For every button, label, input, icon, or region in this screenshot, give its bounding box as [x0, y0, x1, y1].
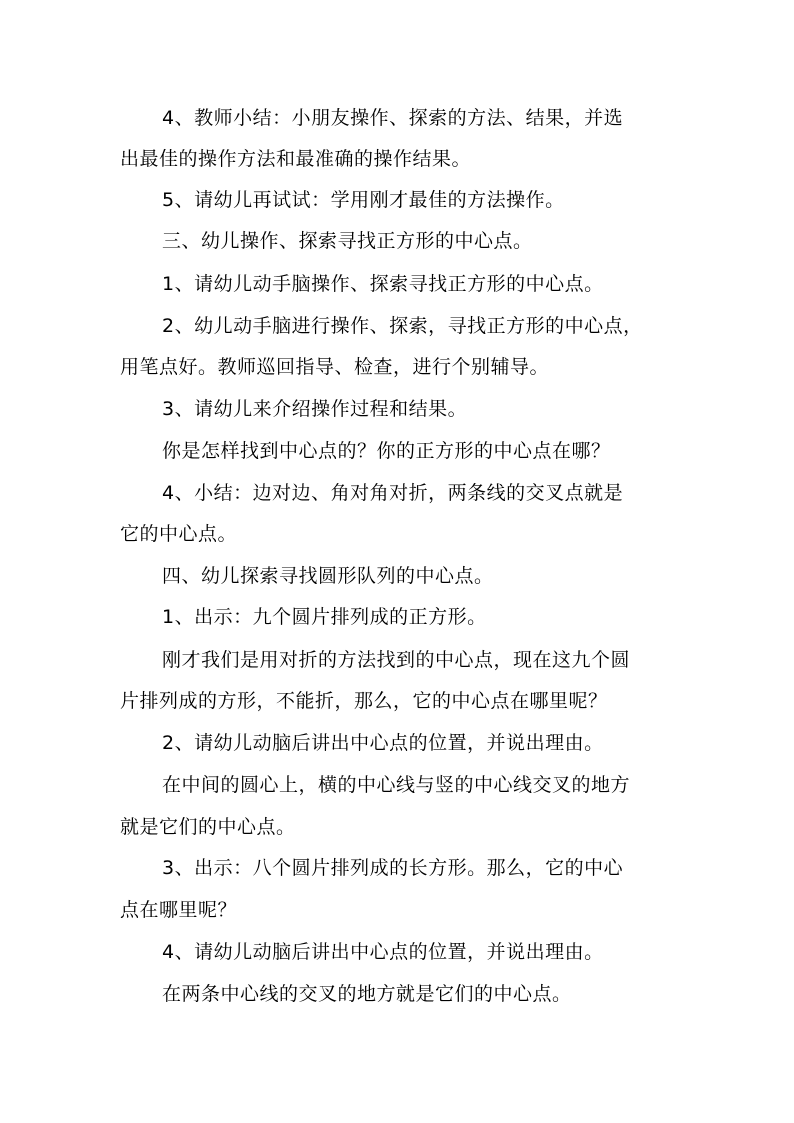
paragraph-line: 你是怎样找到中心点的？你的正方形的中心点在哪？ — [162, 440, 611, 462]
section-heading: 四、幼儿探索寻找圆形队列的中心点。 — [162, 565, 494, 587]
paragraph-line: 3、出示：八个圆片排列成的长方形。那么，它的中心 — [162, 857, 624, 879]
paragraph-line: 刚才我们是用对折的方法找到的中心点，现在这九个圆 — [162, 649, 631, 671]
paragraph-line: 出最佳的操作方法和最准确的操作结果。 — [120, 148, 472, 170]
paragraph-line: 就是它们的中心点。 — [120, 816, 296, 838]
paragraph-line: 3、请幼儿来介绍操作过程和结果。 — [162, 398, 468, 420]
paragraph-line: 在两条中心线的交叉的地方就是它们的中心点。 — [162, 983, 572, 1005]
paragraph-line: 片排列成的方形，不能折，那么，它的中心点在哪里呢？ — [120, 690, 608, 712]
paragraph-line: 1、请幼儿动手脑操作、探索寻找正方形的中心点。 — [162, 273, 604, 295]
paragraph-line: 4、教师小结：小朋友操作、探索的方法、结果，并选 — [162, 107, 624, 129]
paragraph-line: 2、幼儿动手脑进行操作、探索，寻找正方形的中心点， — [162, 315, 643, 337]
paragraph-line: 5、请幼儿再试试：学用刚才最佳的方法操作。 — [162, 189, 565, 211]
paragraph-line: 4、小结：边对边、角对角对折，两条线的交叉点就是 — [162, 482, 624, 504]
paragraph-line: 它的中心点。 — [120, 523, 238, 545]
paragraph-line: 点在哪里呢？ — [120, 899, 238, 921]
paragraph-line: 1、出示：九个圆片排列成的正方形。 — [162, 606, 487, 628]
paragraph-line: 在中间的圆心上，横的中心线与竖的中心线交叉的地方 — [162, 774, 631, 796]
paragraph-line: 用笔点好。教师巡回指导、检查，进行个别辅导。 — [120, 356, 550, 378]
section-heading: 三、幼儿操作、探索寻找正方形的中心点。 — [162, 230, 533, 252]
paragraph-line: 4、请幼儿动脑后讲出中心点的位置，并说出理由。 — [162, 941, 604, 963]
paragraph-line: 2、请幼儿动脑后讲出中心点的位置，并说出理由。 — [162, 732, 604, 754]
